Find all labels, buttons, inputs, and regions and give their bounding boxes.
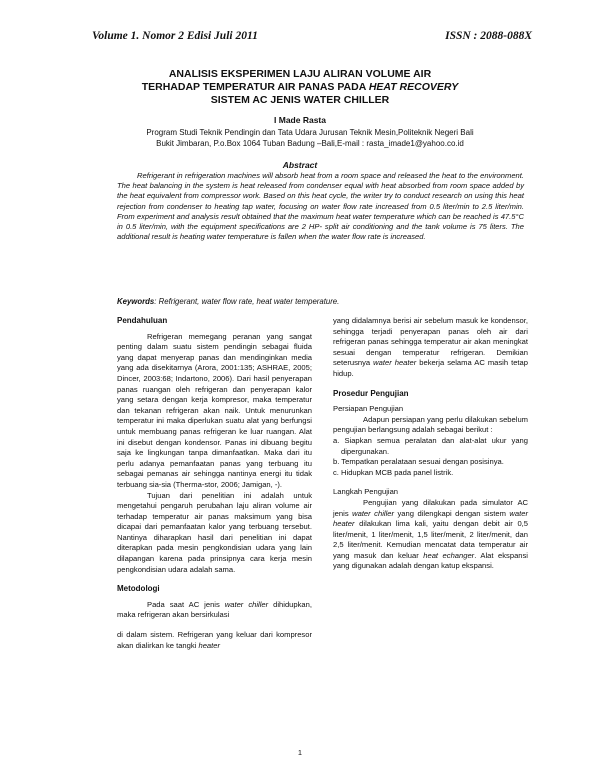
journal-issn: ISSN : 2088-088X — [445, 30, 532, 42]
paragraph: yang didalamnya berisi air sebelum masuk ke kondensor, sehingga terjadi penyerapan panas oleh air dari refrigeran panas sehingga temperatur air akan meningkat sesuai dengan temperatur refrigeran. Demikian seterusnya water heater bekerja selama AC masih tetap hidup. — [333, 316, 528, 378]
list-item: c. Hidupkan MCB pada panel listrik. — [333, 467, 454, 477]
section-heading-metodologi: Metodologi — [117, 584, 160, 594]
paragraph: Adapun persiapan yang perlu dilakukan sebelum pengujian berlangsung adalah sebagai berikut : — [333, 414, 528, 435]
paper-title — [90, 68, 510, 107]
abstract-heading: Abstract — [282, 160, 318, 170]
keywords: Keywords: Refrigerant, water flow rate, heat water temperature. — [117, 297, 340, 306]
author-name: I Made Rasta — [274, 115, 326, 125]
title-line-1: ANALISIS EKSPERIMEN LAJU ALIRAN VOLUME AIR — [168, 68, 432, 80]
list-item: a. Siapkan semua peralatan dan alat-alat ukur yang dipergunakan. — [333, 435, 528, 456]
paragraph: di dalam sistem. Refrigeran yang keluar dari kompresor akan dialirkan ke tangki heater — [117, 630, 312, 650]
section-heading-pendahuluan: Pendahuluan — [117, 316, 168, 325]
title-line-2: TERHADAP TEMPERATUR AIR PANAS PADA HEAT RECOVERY — [141, 81, 459, 93]
subheading-langkah: Langkah Pengujian — [333, 487, 399, 497]
page-number: 1 — [297, 748, 303, 757]
journal-volume: Volume 1. Nomor 2 Edisi Juli 2011 — [92, 30, 258, 42]
list-item: b. Tempatkan peralataan sesuai dengan posisinya. — [333, 457, 504, 467]
subheading-persiapan: Persiapan Pengujian — [333, 404, 404, 414]
abstract-text: Refrigerant in refrigeration machines will absorb heat from a room space and released the heat to the environment. The heat balancing in the system is heat released from condenser equal with heat absorbed from room space added by the heat equivalent from compressor work. Based on this heat cycle, the writer try to conduct research on using this heat rejection from condenser to heating tap water, focusing on water flow rate increased from 0.5 liter/min to 2.5 liter/min. From experiment and analysis result obtained that the maximum heat water temperature which can be reached is 47.5°C in 0.5 liter/min, with the equipment specifications are 2 HP- split air conditioning and the tank volume is 75 liters. The additional result is heating water temperature is fallen when the water flow rate is increased. — [117, 171, 524, 242]
paragraph: Tujuan dari penelitian ini adalah untuk mengetahui pengaruh perubahan laju aliran volume air terhadap temperatur air panas maksimum yang bisa dicapai dari pemanfaatan kalor yang terbuang tersebut. Nantinya diharapkan hasil dari penelitian ini dapat diterapkan pada mesin pengkondisian udara yang lain dilapangan karena pada prinsipnya cara kerja mesin pengkondisian udara adalah sama. — [117, 490, 312, 574]
right-column — [333, 316, 528, 572]
author-affiliation: Program Studi Teknik Pendingin dan Tata Udara Jurusan Teknik Mesin,Politeknik Negeri Bali Bukit Jimbaran, P.o.Box 1064 Tuban Badung –Bali,E-mail : rasta_imade1@yahoo.co.id — [146, 128, 474, 148]
paragraph: Pada saat AC jenis water chiller dihidupkan, maka refrigeran akan bersirkulasi — [117, 599, 312, 620]
section-heading-prosedur: Prosedur Pengujian — [333, 388, 409, 398]
title-line-3: SISTEM AC JENIS WATER CHILLER — [210, 94, 390, 106]
paragraph: Pengujian yang dilakukan pada simulator AC jenis water chiller yang dilengkapi dengan sistem water heater dilakukan lima kali, yaitu dengan debit air 0,5 liter/menit, 1 liter/menit, 1,5 liter/menit, 2 liter/menit, dan 2,5 liter/menit. Kemudian mencatat data temperatur air yang masuk dan keluar heat echanger. Alat ekspansi yang digunakan adalah dengan katup ekspansi. — [333, 497, 528, 571]
left-column — [117, 316, 312, 651]
paragraph: Refrigeran memegang peranan yang sangat penting dalam suatu sistem pendingin sebagai fluida yang dapat menyerap panas dan mendinginkan media yang ada disekitarnya (Arora, 2001:135; ASHRAE, 2005; Dincer, 2003:68; Indartono, 2006). Dari hasil penyerapan panas ruangan oleh refrigeran dan penyerapan kalor yang setara dengan kerja kompresor, maka temperatur dan tekanan refrigeran akan naik. Untuk menurunkan temperatur ini maka diperlukan suatu alat yang berfungsi untuk membuang panas refrigeran ke luar ruangan. Alat ini disebut dengan kondensor. Panas ini dibuang begitu saja ke lingkungan tanpa dimanfaatkan. Maka dari itu perlu adanya pemanfaatan panas yang terbuang itu sebagai pemanas air sehingga nantinya energi itu tidak terbuang sia-sia (Therma-stor, 2006; Jamigan, -). — [117, 331, 312, 489]
